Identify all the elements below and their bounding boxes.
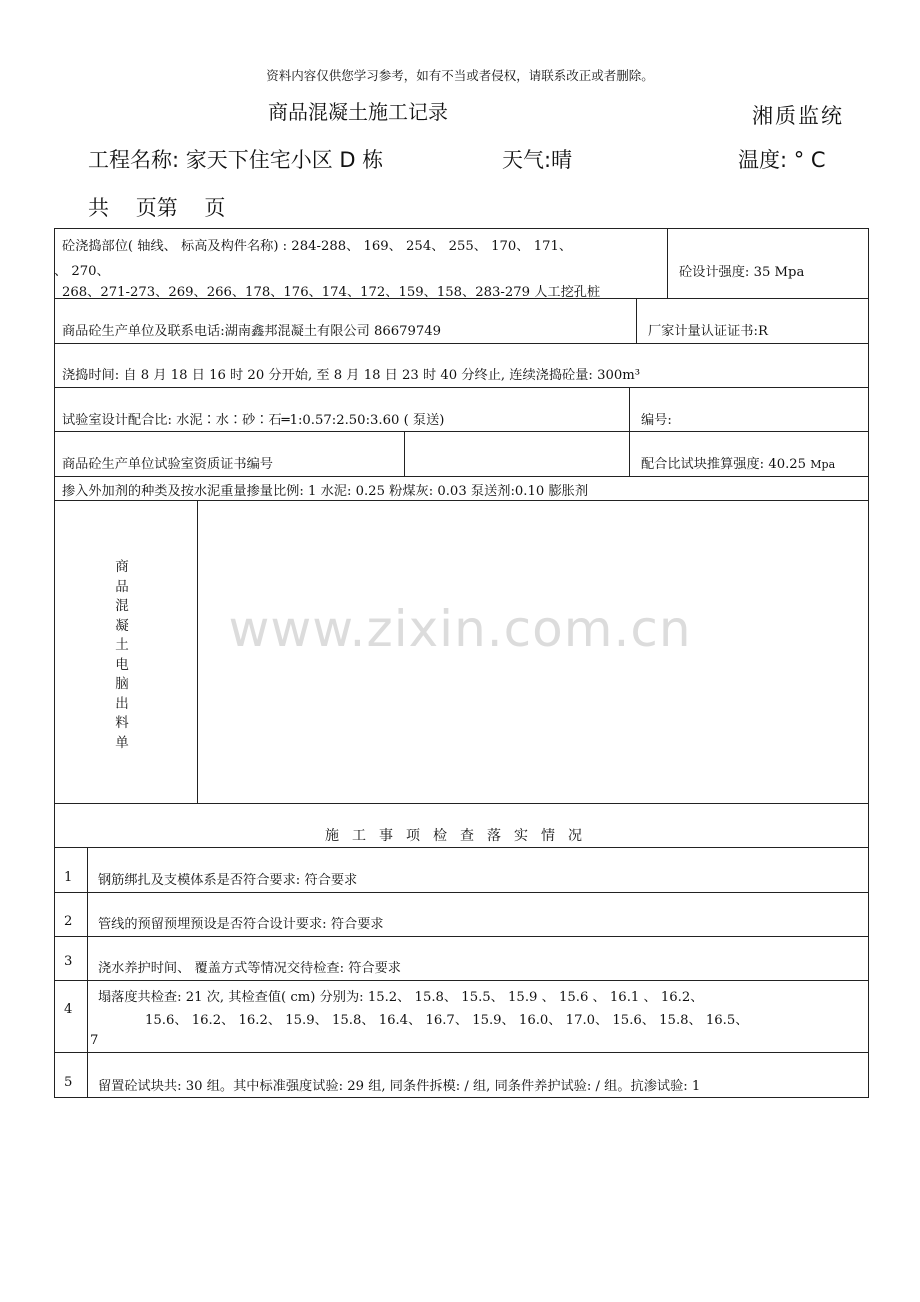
- pour-location-line-3: 268、271-273、269、266、178、176、174、172、159、158、283-279 人工挖孔桩: [62, 285, 601, 300]
- item-number: 3: [64, 954, 73, 969]
- label-char: 商: [115, 559, 129, 575]
- design-strength: 砼设计强度: 35 Mpa: [679, 265, 805, 280]
- watermark: www.zixin.com.cn: [228, 600, 692, 658]
- project-name: 工程名称: 家天下住宅小区 D 栋: [88, 148, 384, 172]
- metrology-cert: 厂家计量认证证书:R: [648, 324, 768, 339]
- admixture-info: 掺入外加剂的种类及按水泥重量掺量比例: 1 水泥: 0.25 粉煤灰: 0.03 泵送剂:0.10 膨胀剂: [62, 484, 589, 499]
- item-number: 1: [64, 870, 73, 885]
- document-title: 商品混凝土施工记录: [268, 100, 448, 124]
- item-text: 钢筋绑扎及支模体系是否符合要求: 符合要求: [98, 873, 358, 888]
- item-text: 浇水养护时间、 覆盖方式等情况交待检查: 符合要求: [98, 961, 401, 976]
- printout-label: [112, 558, 132, 753]
- temperature: 温度: ° C: [738, 148, 826, 172]
- item-text-continued: 7: [90, 1033, 99, 1048]
- lab-cert-label: 商品砼生产单位试验室资质证书编号: [62, 457, 273, 472]
- pour-location-line-1: 砼浇捣部位( 轴线、 标高及构件名称) : 284-288、 169、 254、 255、 170、 171、: [62, 239, 573, 254]
- item-text: 管线的预留预埋预设是否符合设计要求: 符合要求: [98, 917, 384, 932]
- item-text: 塌落度共检查: 21 次, 其检查值( cm) 分别为: 15.2、 15.8、 15.5、 15.9 、 15.6 、 16.1 、 16.2、: [98, 990, 704, 1005]
- label-char: 脑: [115, 676, 129, 692]
- item-text: 留置砼试块共: 30 组。其中标准强度试验: 29 组, 同条件拆模: / 组, 同条件养护试验: / 组。抗渗试验: 1: [98, 1079, 701, 1094]
- mix-ratio: 试验室设计配合比: 水泥∶水∶砂∶石═1:0.57:2.50:3.60 ( 泵送): [62, 413, 445, 428]
- label-char: 混: [115, 598, 129, 614]
- weather: 天气:晴: [502, 148, 573, 172]
- inferred-strength: [641, 453, 835, 472]
- inferred-strength-value: 配合比试块推算强度: 40.25: [641, 457, 807, 472]
- number-label: 编号:: [641, 413, 672, 428]
- inspection-title: 施工事项检查落实情况: [325, 828, 595, 844]
- item-number: 2: [64, 914, 73, 929]
- label-char: 品: [115, 578, 129, 595]
- label-char: 单: [115, 734, 129, 751]
- label-char: 土: [115, 637, 129, 653]
- copyright-notice: 资料内容仅供您学习参考，如有不当或者侵权，请联系改正或者删除。: [266, 68, 654, 83]
- org-code: 湘质监统: [752, 104, 844, 128]
- item-number: 5: [64, 1075, 73, 1090]
- label-char: 凝: [115, 617, 129, 634]
- item-text-continued: 15.6、 16.2、 16.2、 15.9、 15.8、 16.4、 16.7、 15.9、 16.0、 17.0、 15.6、 15.8、 16.5、: [145, 1013, 749, 1028]
- item-number: 4: [64, 1002, 73, 1017]
- label-char: 电: [115, 656, 129, 673]
- label-char: 出: [115, 695, 129, 712]
- inferred-strength-unit: Mpa: [810, 458, 836, 471]
- producer-info: 商品砼生产单位及联系电话:湖南鑫邦混凝土有限公司 86679749: [62, 324, 442, 339]
- label-char: 料: [115, 715, 129, 731]
- pour-location-line-2: 、 270、: [54, 264, 110, 279]
- pour-time: 浇捣时间: 自 8 月 18 日 16 时 20 分开始, 至 8 月 18 日 23 时 40 分终止, 连续浇捣砼量: 300m³: [62, 368, 641, 383]
- page-info: 共 页第 页: [88, 196, 226, 220]
